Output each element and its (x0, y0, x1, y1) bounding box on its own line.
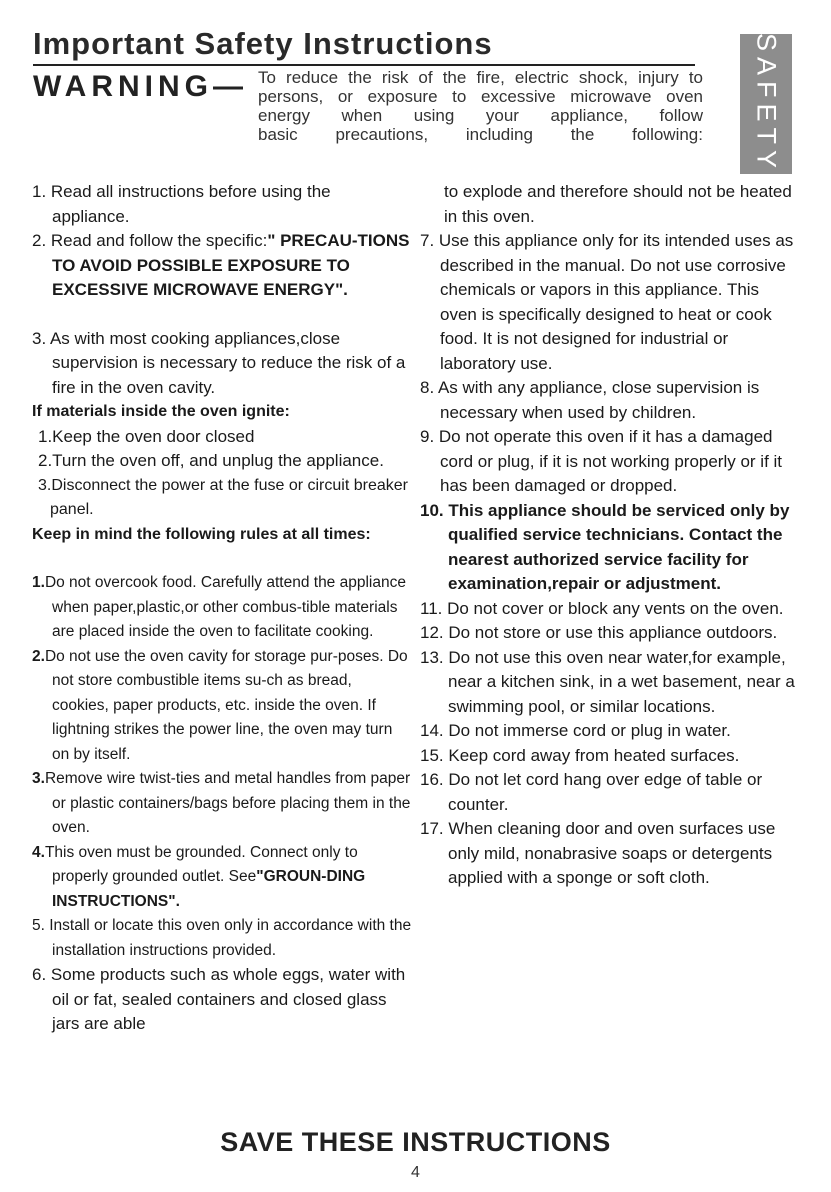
item-number: 4. (32, 843, 45, 861)
item-number: 3. (32, 770, 45, 787)
safety-side-tab (740, 34, 792, 174)
list-item: to explode and therefore should not be heated in this oven. (444, 182, 792, 226)
intro-line: basic precautions, including the following: (258, 125, 703, 144)
list-item: 17. When cleaning door and oven surfaces use only mild, nonabrasive soaps or detergents applied with a sponge or soft cloth. (420, 819, 776, 887)
spacer (32, 303, 412, 327)
intro-line: persons, or exposure to excessive microwave oven (258, 87, 703, 106)
intro-line: energy when using your appliance, follow (258, 106, 703, 125)
page-title: Important Safety Instructions (33, 26, 493, 61)
item-text: Do not use the oven cavity for storage pur-poses. Do not store combustible items su-ch as bread, cookies, paper products, etc. inside the oven. If lightning strikes the power line, the oven may turn on by itself. (44, 647, 408, 763)
list-item: 16. Do not let cord hang over edge of table or counter. (420, 770, 763, 814)
left-column (32, 180, 412, 1037)
title-rule (33, 64, 695, 66)
right-column (420, 180, 796, 891)
warning-intro (258, 68, 703, 144)
list-item: 3.Disconnect the power at the fuse or circuit breaker panel. (38, 476, 408, 518)
list-item: 2.Turn the oven off, and unplug the appliance. (38, 451, 384, 470)
list-item: 14. Do not immerse cord or plug in water. (420, 721, 731, 740)
list-item (32, 571, 412, 645)
list-item: 1. Read all instructions before using the appliance. (32, 182, 331, 226)
list-item: 11. Do not cover or block any vents on the oven. (420, 598, 784, 618)
section-heading: Keep in mind the following rules at all times: (32, 525, 371, 543)
item-text: 2. Read and follow the specific: (32, 231, 268, 250)
list-item: 5. Install or locate this oven only in accordance with the installation instructions provided. (32, 917, 412, 959)
item-bold-text: "GROUN-DING INSTRUCTIONS". (52, 868, 366, 910)
list-item: 1.Keep the oven door closed (38, 426, 255, 446)
section-heading: If materials inside the oven ignite: (32, 403, 290, 420)
list-item (32, 229, 412, 303)
warning-heading: WARNING— (33, 70, 248, 103)
list-item: 15. Keep cord away from heated surfaces. (420, 745, 740, 765)
list-item (32, 841, 412, 915)
item-text: Do not overcook food. Carefully attend the appliance when paper,plastic,or other combus-tible materials are placed inside the oven to facilitate cooking. (44, 574, 406, 640)
list-item: 13. Do not use this oven near water,for example, near a kitchen sink, in a wet basement, near a swimming pool, or similar locations. (420, 647, 795, 716)
save-instructions-footer: SAVE THESE INSTRUCTIONS (220, 1127, 611, 1157)
list-item: 12. Do not store or use this appliance outdoors. (420, 623, 778, 642)
list-item (32, 645, 412, 768)
list-item: 7. Use this appliance only for its intended uses as described in the manual. Do not use corrosive chemicals or vapors in this appliance. This oven is specifically designed to heat or cook food. It is not designed for industrial or laboratory use. (420, 231, 794, 373)
list-item: 10. This appliance should be serviced only by qualified service technicians. Contact the nearest authorized service facility for examination,repair or adjustment. (420, 500, 790, 593)
spacer (32, 547, 412, 571)
item-text: This oven must be grounded. Connect only to properly grounded outlet. See (44, 843, 358, 885)
intro-line: To reduce the risk of the fire, electric shock, injury to (258, 68, 703, 87)
item-number: 2. (32, 647, 45, 665)
list-item: 3. As with most cooking appliances,close supervision is necessary to reduce the risk of a fire in the oven cavity. (32, 328, 406, 397)
list-item: 8. As with any appliance, close supervision is necessary when used by children. (420, 378, 760, 422)
list-item (32, 767, 412, 841)
page-number: 4 (411, 1164, 420, 1181)
item-bold-text: " PRECAU-TIONS TO AVOID POSSIBLE EXPOSURE TO EXCESSIVE MICROWAVE ENERGY". (52, 231, 410, 299)
safety-tab-label: SAFETY (751, 33, 782, 175)
item-number: 1. (32, 574, 45, 591)
list-item: 9. Do not operate this oven if it has a damaged cord or plug, if it is not working properly or if it has been damaged or dropped. (420, 427, 783, 495)
item-text: Remove wire twist-ties and metal handles from paper or plastic containers/bags before placing them in the oven. (44, 770, 411, 836)
list-item: 6. Some products such as whole eggs, water with oil or fat, sealed containers and closed glass jars are able (32, 965, 406, 1033)
